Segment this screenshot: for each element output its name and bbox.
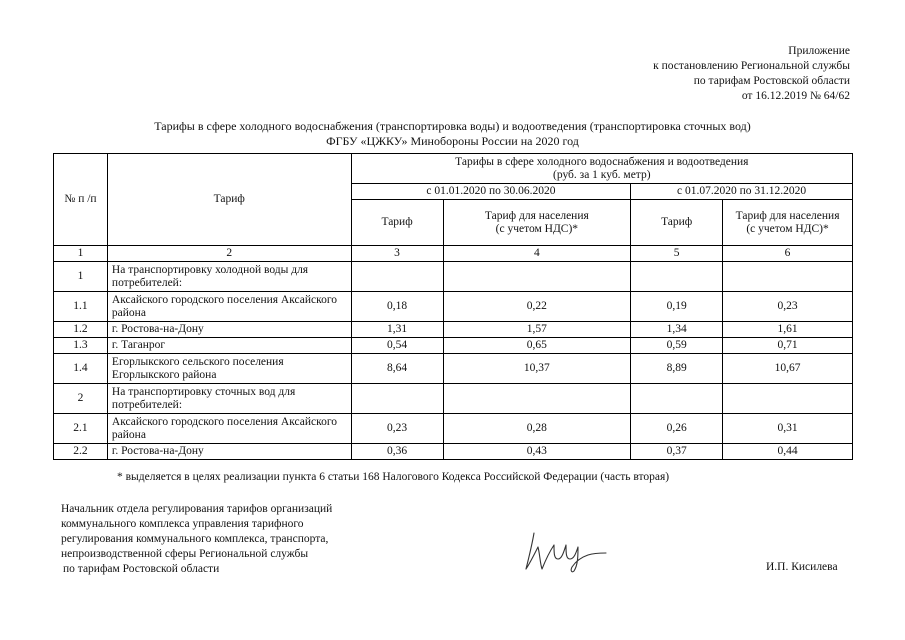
row-num: 2 bbox=[54, 384, 108, 414]
row-name: г. Ростова-на-Дону bbox=[107, 322, 351, 338]
signer-line: Начальник отдела регулирования тарифов организаций bbox=[61, 503, 333, 515]
row-value: 0,43 bbox=[443, 444, 631, 460]
table-row bbox=[54, 384, 853, 414]
row-num: 1.2 bbox=[54, 322, 108, 338]
row-name: Аксайского городского поселения Аксайского района bbox=[107, 414, 351, 444]
row-value bbox=[351, 384, 443, 414]
row-value: 0,44 bbox=[723, 444, 853, 460]
row-num: 1.3 bbox=[54, 338, 108, 354]
signer-line: регулирования коммунального комплекса, транспорта, bbox=[61, 533, 329, 545]
row-num: 1.1 bbox=[54, 292, 108, 322]
row-value: 0,36 bbox=[351, 444, 443, 460]
table-row bbox=[54, 338, 853, 354]
title-line-1: Тарифы в сфере холодного водоснабжения (транспортировка воды) и водоотведения (транспортировка сточных вод) bbox=[154, 119, 751, 133]
row-value bbox=[443, 384, 631, 414]
row-value: 1,61 bbox=[723, 322, 853, 338]
column-number: 1 bbox=[54, 246, 108, 262]
header-col-pop-line1: Тариф для населения bbox=[735, 209, 840, 222]
row-value: 0,59 bbox=[631, 338, 723, 354]
table-row bbox=[54, 292, 853, 322]
row-name: г. Ростова-на-Дону bbox=[107, 444, 351, 460]
header-group-title: Тарифы в сфере холодного водоснабжения и водоотведения bbox=[455, 155, 749, 168]
signer-name: И.П. Кисилева bbox=[766, 561, 838, 573]
title-line-2: ФГБУ «ЦЖКУ» Минобороны России на 2020 год bbox=[326, 134, 579, 148]
row-value: 0,23 bbox=[351, 414, 443, 444]
signer-position bbox=[61, 502, 332, 577]
signer-line: по тарифам Ростовской области bbox=[63, 563, 220, 575]
row-num: 2.2 bbox=[54, 444, 108, 460]
header-col-tariff: Тариф bbox=[351, 200, 443, 246]
column-number: 2 bbox=[107, 246, 351, 262]
row-name: г. Таганрог bbox=[107, 338, 351, 354]
column-number: 4 bbox=[443, 246, 631, 262]
table-row bbox=[54, 262, 853, 292]
vat-footnote: * выделяется в целях реализации пункта 6 статьи 168 Налогового Кодекса Российской Федерации (часть вторая) bbox=[117, 471, 670, 483]
appendix-line: Приложение bbox=[788, 45, 850, 57]
signer-line: коммунального комплекса управления тарифного bbox=[61, 518, 304, 530]
row-value bbox=[723, 384, 853, 414]
row-value: 0,18 bbox=[351, 292, 443, 322]
row-value: 0,28 bbox=[443, 414, 631, 444]
signer-line: непроизводственной сферы Региональной службы bbox=[61, 548, 309, 560]
header-col-pop-line1: Тариф для населения bbox=[484, 209, 589, 222]
row-value bbox=[723, 262, 853, 292]
table-row bbox=[54, 322, 853, 338]
header-row bbox=[54, 154, 853, 184]
appendix-line: по тарифам Ростовской области bbox=[693, 75, 850, 87]
row-value: 10,37 bbox=[443, 354, 631, 384]
row-num: 1.4 bbox=[54, 354, 108, 384]
header-col-pop-line2: (с учетом НДС)* bbox=[746, 222, 829, 235]
header-col-population bbox=[443, 200, 631, 246]
header-tariff: Тариф bbox=[107, 154, 351, 246]
handwritten-signature bbox=[520, 525, 610, 575]
header-num: № п /п bbox=[54, 154, 108, 246]
row-value bbox=[631, 384, 723, 414]
header-group bbox=[351, 154, 852, 184]
row-value: 0,37 bbox=[631, 444, 723, 460]
row-name: Егорлыкского сельского поселения Егорлыкского района bbox=[107, 354, 351, 384]
row-value: 1,57 bbox=[443, 322, 631, 338]
appendix-line: к постановлению Региональной службы bbox=[653, 60, 850, 72]
row-value: 0,65 bbox=[443, 338, 631, 354]
row-value: 0,19 bbox=[631, 292, 723, 322]
row-value: 8,64 bbox=[351, 354, 443, 384]
table-row bbox=[54, 414, 853, 444]
tariff-table bbox=[53, 153, 853, 460]
header-col-population bbox=[723, 200, 853, 246]
column-number: 6 bbox=[723, 246, 853, 262]
row-value: 10,67 bbox=[723, 354, 853, 384]
header-period-1: с 01.01.2020 по 30.06.2020 bbox=[351, 184, 631, 200]
header-unit: (руб. за 1 куб. метр) bbox=[553, 168, 651, 181]
row-value bbox=[631, 262, 723, 292]
row-value: 0,31 bbox=[723, 414, 853, 444]
column-number: 5 bbox=[631, 246, 723, 262]
column-number: 3 bbox=[351, 246, 443, 262]
row-num: 1 bbox=[54, 262, 108, 292]
table-row bbox=[54, 354, 853, 384]
appendix-line: от 16.12.2019 № 64/62 bbox=[741, 90, 850, 102]
row-num: 2.1 bbox=[54, 414, 108, 444]
row-value: 1,31 bbox=[351, 322, 443, 338]
row-name: На транспортировку сточных вод для потребителей: bbox=[107, 384, 351, 414]
appendix-block bbox=[653, 44, 850, 104]
row-name: На транспортировку холодной воды для потребителей: bbox=[107, 262, 351, 292]
row-value: 0,26 bbox=[631, 414, 723, 444]
row-value: 0,22 bbox=[443, 292, 631, 322]
row-value: 1,34 bbox=[631, 322, 723, 338]
header-period-2: с 01.07.2020 по 31.12.2020 bbox=[631, 184, 853, 200]
row-value bbox=[443, 262, 631, 292]
row-name: Аксайского городского поселения Аксайского района bbox=[107, 292, 351, 322]
header-col-tariff: Тариф bbox=[631, 200, 723, 246]
document-title bbox=[0, 119, 905, 149]
table-row bbox=[54, 444, 853, 460]
row-value: 0,71 bbox=[723, 338, 853, 354]
row-value: 0,54 bbox=[351, 338, 443, 354]
row-value: 0,23 bbox=[723, 292, 853, 322]
column-number-row bbox=[54, 246, 853, 262]
row-value: 8,89 bbox=[631, 354, 723, 384]
row-value bbox=[351, 262, 443, 292]
header-col-pop-line2: (с учетом НДС)* bbox=[495, 222, 579, 235]
